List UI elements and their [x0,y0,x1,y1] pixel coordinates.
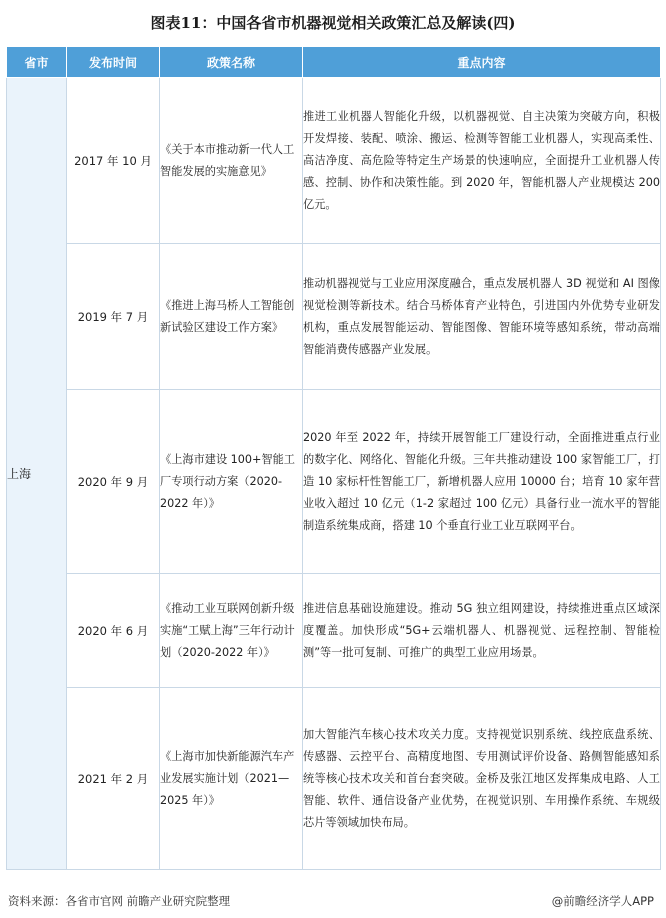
policy-table [6,46,661,870]
policy-name-cell: 《上海市加快新能源汽车产业发展实施计划（2021—2025 年）》 [160,688,303,870]
table-row [7,574,661,688]
policy-name-cell: 《推进上海马桥人工智能创新试验区建设工作方案》 [160,244,303,390]
date-cell: 2021 年 2 月 [67,688,160,870]
date-cell: 2020 年 6 月 [67,574,160,688]
content-cell: 推动机器视觉与工业应用深度融合，重点发展机器人 3D 视觉和 AI 图像视觉检测等新技术。结合马桥体育产业特色，引进国内外优势专业研发机构，重点发展智能运动、智能图像、智能环境等感知系统，带动高端智能消费传感器产业发展。 [303,244,661,390]
page-title: 图表11：中国各省市机器视觉相关政策汇总及解读(四) [150,14,516,32]
policy-name-cell: 《推动工业互联网创新升级实施“工赋上海”三年行动计划（2020-2022 年）》 [160,574,303,688]
province-cell: 上海 [7,78,67,870]
date-cell: 2019 年 7 月 [67,244,160,390]
table-row [7,688,661,870]
content-cell: 推进工业机器人智能化升级，以机器视觉、自主决策为突破方向，积极开发焊接、装配、喷涂、搬运、检测等智能工业机器人，实现高柔性、高洁净度、高危险等特定生产场景的快速响应，全面提升工业机器人传感、控制、协作和决策性能。到 2020 年，智能机器人产业规模达 200 亿元。 [303,78,661,244]
column-header-date: 发布时间 [67,47,160,78]
source-note: 资料来源：各省市官网 前瞻产业研究院整理 [8,894,231,908]
date-cell: 2017 年 10 月 [67,78,160,244]
table-row [7,390,661,574]
column-header-province: 省市 [7,47,67,78]
policy-name-cell: 《关于本市推动新一代人工智能发展的实施意见》 [160,78,303,244]
content-cell: 推进信息基础设施建设。推动 5G 独立组网建设，持续推进重点区域深度覆盖。加快形成“5G+云端机器人、机器视觉、远程控制、智能检测”等一批可复制、可推广的典型工业应用场景。 [303,574,661,688]
content-cell: 加大智能汽车核心技术攻关力度。支持视觉识别系统、线控底盘系统、传感器、云控平台、高精度地图、专用测试评价设备、路侧智能感知系统等核心技术攻关和首台套突破。金桥及张江地区发挥集成电路、人工智能、软件、通信设备产业优势，在视觉识别、车用操作系统、车规级芯片等领域加快布局。 [303,688,661,870]
column-header-content: 重点内容 [303,47,661,78]
table-row [7,244,661,390]
table-header-row [7,47,661,78]
content-cell: 2020 年至 2022 年，持续开展智能工厂建设行动，全面推进重点行业的数字化、网络化、智能化升级。三年共推动建设 100 家智能工厂，打造 10 家标杆性智能工厂，新增机器人应用 10000 台；培育 10 家年营业收入超过 10 亿元（1-2 家超过 100 亿元）具备行业一流水平的智能制造系统集成商，搭建 10 个垂直行业工业互联网平台。 [303,390,661,574]
brand-label: @前瞻经济学人APP [551,894,654,908]
date-cell: 2020 年 9 月 [67,390,160,574]
table-row [7,78,661,244]
column-header-policy: 政策名称 [160,47,303,78]
policy-name-cell: 《上海市建设 100+智能工厂专项行动方案（2020-2022 年）》 [160,390,303,574]
